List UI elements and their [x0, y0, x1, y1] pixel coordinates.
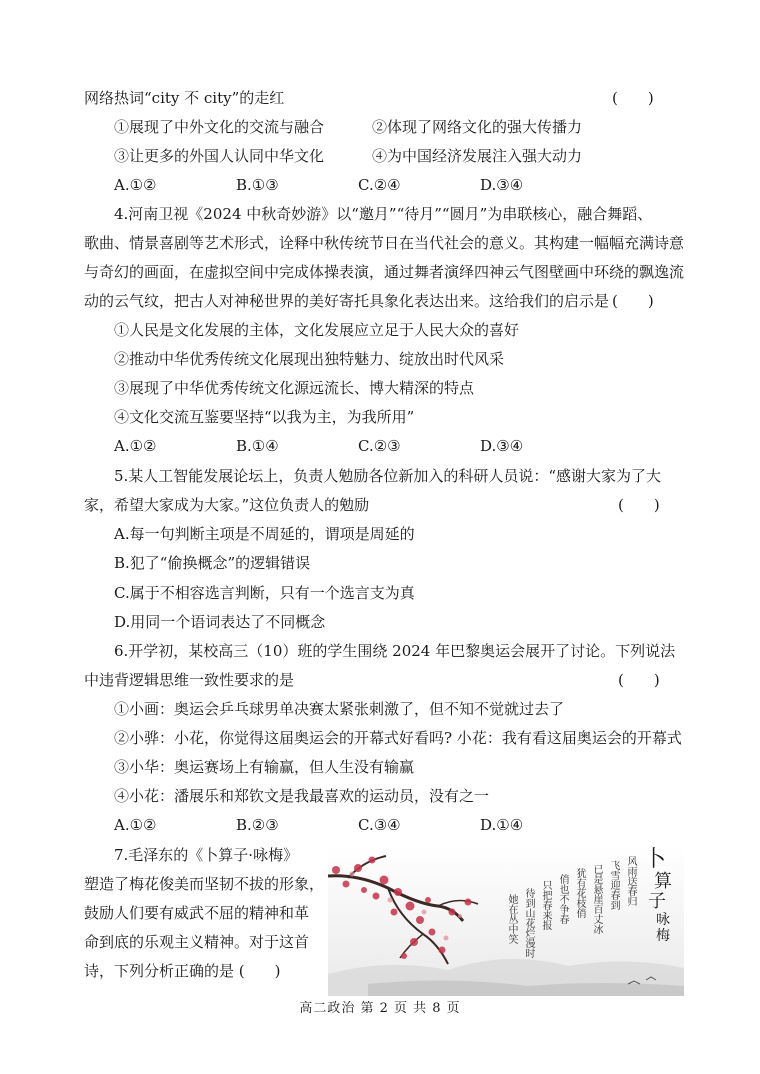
q6-item-2: ②小骅：小花，你觉得这届奥运会的开幕式好看吗? 小花：我有看这届奥运会的开幕式	[114, 729, 682, 747]
calligraphy-poem	[478, 850, 638, 970]
q6-answer-paren[interactable]: ( )	[618, 671, 660, 689]
q5-stem-line-1: 5.某人工智能发展论坛上，负责人勉励各位新加入的科研人员说：“感谢大家为了大	[114, 467, 661, 485]
q3-choice-d[interactable]: D.③④	[480, 176, 524, 194]
title-char-2: 算	[654, 871, 672, 892]
q3-item-4: ④为中国经济发展注入强大动力	[372, 147, 583, 165]
q4-item-2: ②推动中华优秀传统文化展现出独特魅力、绽放出时代风采	[114, 350, 505, 368]
q3-stem: 网络热词“city 不 city”的走红	[84, 89, 285, 107]
q4-answer-paren[interactable]: ( )	[612, 292, 654, 310]
q4-stem-line-4: 动的云气纹，把古人对神秘世界的美好寄托具象化表达出来。这给我们的启示是	[84, 292, 610, 310]
q6-choice-a[interactable]: A.①②	[114, 816, 157, 834]
q7-stem-line-5: 诗，下列分析正确的是 ( )	[84, 962, 281, 980]
q5-option-d[interactable]: D.用同一个语词表达了不同概念	[114, 613, 326, 631]
q7-stem-line-4: 命到底的乐观主义精神。对于这首	[84, 933, 310, 951]
q4-choice-a[interactable]: A.①②	[114, 437, 157, 455]
q7-stem-line-1: 7.毛泽东的《卜算子·咏梅》	[114, 846, 299, 864]
page-footer: 高二政治 第 2 页 共 8 页	[299, 1001, 461, 1016]
q7-stem-line-2: 塑造了梅花俊美而坚韧不拔的形象，	[84, 875, 325, 893]
q6-choice-d[interactable]: D.①④	[480, 816, 524, 834]
q4-choice-b[interactable]: B.①④	[236, 437, 279, 455]
calligraphy-col-2: 飞雪迎春到	[608, 860, 619, 910]
calligraphy-col-6: 只把春来报	[540, 880, 551, 930]
q5-option-a[interactable]: A.每一句判断主项是不周延的，谓项是周延的	[114, 525, 415, 543]
q5-stem-line-2: 家，希望大家成为大家。”这位负责人的勉励	[84, 496, 370, 514]
q4-item-4: ④文化交流互鉴要坚持“以我为主，为我所用”	[114, 408, 415, 426]
q3-answer-paren[interactable]: ( )	[612, 89, 654, 107]
q6-choice-c[interactable]: C.③④	[358, 816, 401, 834]
q3-item-2: ②体现了网络文化的强大传播力	[372, 118, 583, 136]
q3-item-1: ①展现了中外文化的交流与融合	[114, 118, 325, 136]
q3-choice-c[interactable]: C.②④	[358, 176, 401, 194]
calligraphy-col-4: 犹有花枝俏	[574, 868, 585, 918]
q4-item-1: ①人民是文化发展的主体，文化发展应立足于人民大众的喜好	[114, 321, 520, 339]
q3-choice-b[interactable]: B.①③	[236, 176, 279, 194]
calligraphy-col-7: 待到山花烂漫时	[523, 888, 534, 958]
q3-item-3: ③让更多的外国人认同中华文化	[114, 147, 325, 165]
plum-blossom-illustration	[328, 846, 684, 996]
q7-stem-line-3: 鼓励人们要有威武不屈的精神和革	[84, 904, 310, 922]
q4-stem-line-1: 4.河南卫视《2024 中秋奇妙游》以“邀月”“待月”“圆月”为串联核心，融合舞蹈、	[114, 205, 653, 223]
q3-choice-a[interactable]: A.①②	[114, 176, 157, 194]
q6-item-1: ①小画：奥运会乒乓球男单决赛太紧张刺激了，但不知不觉就过去了	[114, 700, 565, 718]
title-char-4: 咏	[656, 912, 670, 928]
q5-option-c[interactable]: C.属于不相容选言判断，只有一个选言支为真	[114, 584, 415, 602]
q4-stem-line-3: 与奇幻的画面，在虚拟空间中完成体操表演，通过舞者演绎四神云气图壁画中环绕的飘逸流	[84, 263, 685, 281]
q5-answer-paren[interactable]: ( )	[618, 496, 660, 514]
title-char-5: 梅	[656, 928, 670, 944]
q6-item-3: ③小华：奥运赛场上有输赢，但人生没有输赢	[114, 758, 415, 776]
calligraphy-title	[644, 848, 684, 944]
q5-option-b[interactable]: B.犯了“偷换概念”的逻辑错误	[114, 554, 311, 572]
calligraphy-col-5: 俏也不争春	[557, 874, 568, 924]
q4-item-3: ③展现了中华优秀传统文化源远流长、博大精深的特点	[114, 379, 475, 397]
calligraphy-col-3: 已是悬崖百丈冰	[591, 864, 602, 934]
q6-stem-line-1: 6.开学初，某校高三（10）班的学生围绕 2024 年巴黎奥运会展开了讨论。下列说法	[114, 642, 676, 660]
q4-stem-line-2: 歌曲、情景喜剧等艺术形式，诠释中秋传统节日在当代社会的意义。其构建一幅幅充满诗意	[84, 234, 685, 252]
q6-stem-line-2: 中违背逻辑思维一致性要求的是	[84, 671, 295, 689]
q4-choice-c[interactable]: C.②③	[358, 437, 401, 455]
calligraphy-col-8: 她在丛中笑	[506, 894, 517, 944]
calligraphy-col-1: 风雨送春归	[625, 856, 636, 906]
q4-choice-d[interactable]: D.③④	[480, 437, 524, 455]
q6-choice-b[interactable]: B.②③	[236, 816, 279, 834]
title-char-3: 子	[648, 891, 666, 912]
q6-item-4: ④小花：潘展乐和郑钦文是我最喜欢的运动员，没有之一	[114, 787, 490, 805]
title-char-1: 卜	[644, 847, 667, 872]
